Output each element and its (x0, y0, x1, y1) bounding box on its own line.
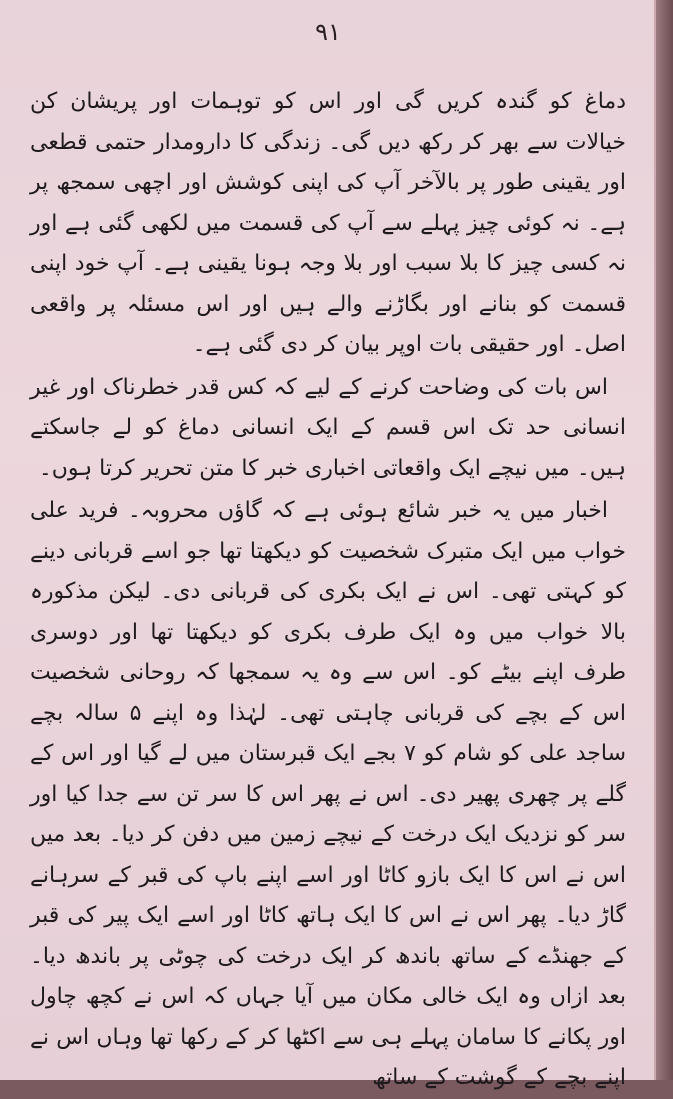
page-number: ۹۱ (315, 18, 341, 46)
paragraph-2: اس بات کی وضاحت کرنے کے لیے کہ کس قدر خطرناک اور غیر انسانی حد تک اس قسم کے ایک انسانی دماغ کو لے جاسکتے ہیں۔ میں نیچے ایک واقعاتی اخباری خبر کا متن تحریر کرتا ہوں۔ (30, 374, 626, 481)
book-edge (656, 0, 673, 1080)
page-body (30, 82, 626, 1099)
paragraph-3: اخبار میں یہ خبر شائع ہوئی ہے کہ گاؤں محروبہ۔ فرید علی خواب میں ایک متبرک شخصیت کو دیکھتا تھا جو اسے قربانی دینے کو کہتی تھی۔ اس نے ایک بکری کی قربانی دی۔ لیکن مذکورہ بالا خواب میں وہ ایک طرف بکری کو دیکھتا تھا اور دوسری طرف اپنے بیٹے کو۔ اس سے وہ یہ سمجھا کہ روحانی شخصیت اس کے بچے کی قربانی چاہتی تھی۔ لہٰذا وہ اپنے ۵ سالہ بچے ساجد علی کو شام کو ۷ بجے ایک قبرستان میں لے گیا اور اس کے گلے پر چھری پھیر دی۔ اس نے پھر اس کا سر تن سے جدا کیا اور سر کو نزدیک ایک درخت کے نیچے زمین میں دفن کر دیا۔ بعد میں اس نے اس کا ایک بازو کاٹا اور اسے اپنے باپ کی قبر کے سرہانے گاڑ دیا۔ پھر اس نے اس کا ایک ہاتھ کاٹا اور اسے ایک پیر کی قبر کے جھنڈے کے ساتھ باندھ کر ایک درخت کی چوٹی پر باندھ دیا۔ بعد ازاں وہ ایک خالی مکان میں آیا جہاں کہ اس نے کچھ چاول اور پکانے کا سامان پہلے ہی سے اکٹھا کر کے رکھا تھا وہاں اس نے اپنے بچے کے گوشت کے ساتھ (30, 498, 626, 1090)
paragraph-1: دماغ کو گندہ کریں گی اور اس کو توہمات اور پریشان کن خیالات سے بھر کر رکھ دیں گی۔ زندگی کا دارومدار حتمی قطعی اور یقینی طور پر بالآخر آپ کی اپنی کوشش اور اچھی سمجھ پر ہے۔ نہ کوئی چیز پہلے سے آپ کی قسمت میں لکھی گئی ہے اور نہ کسی چیز کا بلا سبب اور بلا وجہ ہونا یقینی ہے۔ آپ خود اپنی قسمت کو بنانے اور بگاڑنے والے ہیں اور اس مسئلہ پر واقعی اصل۔ اور حقیقی بات اوپر بیان کر دی گئی ہے۔ (30, 89, 626, 357)
